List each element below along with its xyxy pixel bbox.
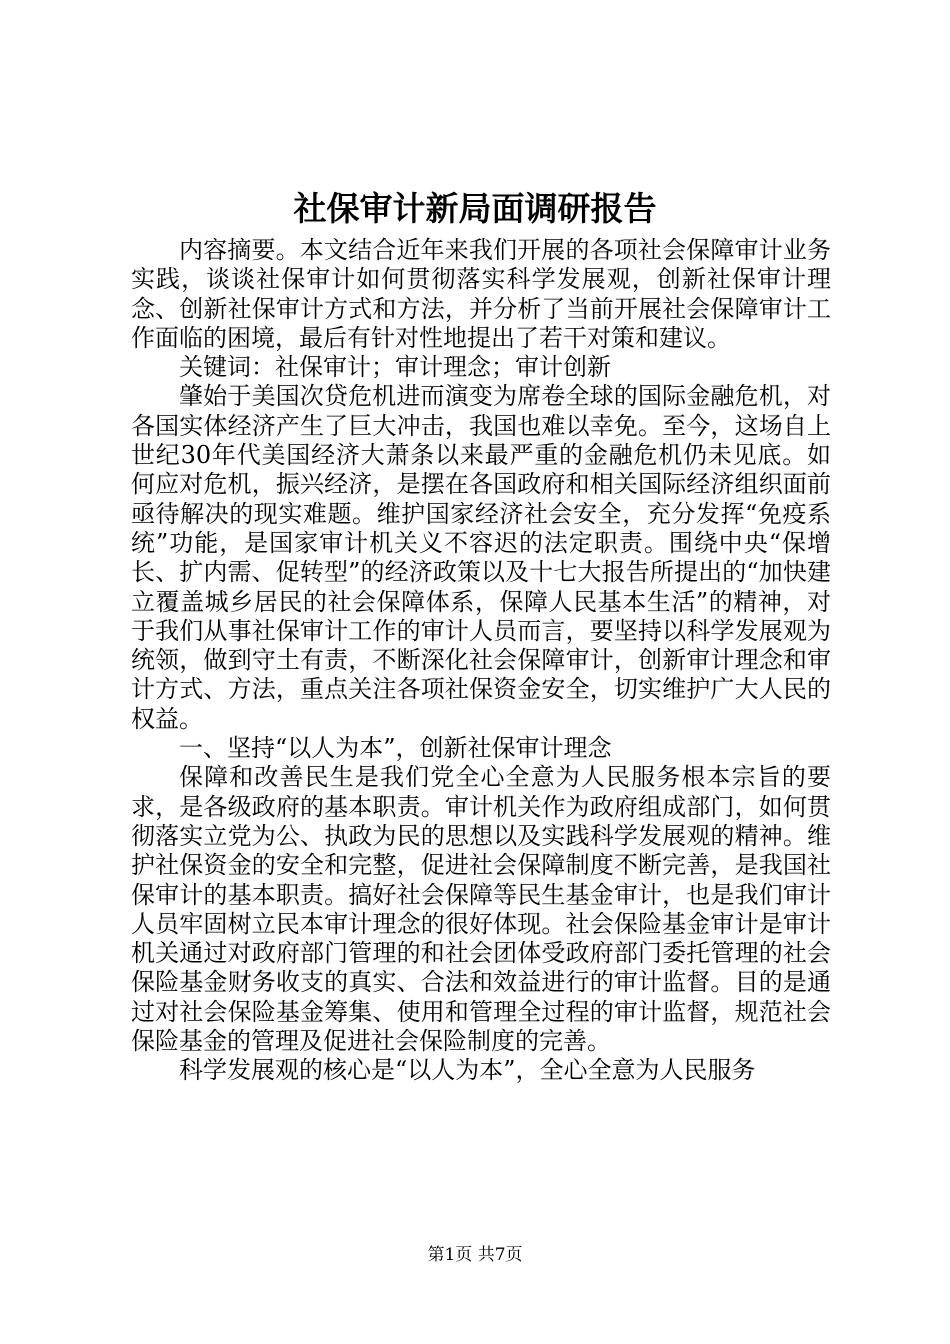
paragraph-continued: 科学发展观的核心是“以人为本”，全心全意为人民服务 [179,1056,756,1085]
document-body [131,236,831,1086]
paragraph-keywords: 关键词：社保审计；审计理念；审计创新 [179,353,611,382]
paragraph-intro: 肇始于美国次贷危机进而演变为席卷全球的国际金融危机，对各国实体经济产生了巨大冲击，我国也难以幸免。至今，这场自上世纪30年代美国经济大萧条以来最严重的金融危机仍未见底。如何应对危机，振兴经济，是摆在各国政府和相关国际经济组织面前亟待解决的现实难题。维护国家经济社会安全，充分发挥“免疫系统”功能，是国家审计机关义不容迟的法定职责。围绕中央“保增长、扩内需、促转型”的经济政策以及十七大报告所提出的“加快建立覆盖城乡居民的社会保障体系，保障人民基本生活”的精神，对于我们从事社保审计工作的审计人员而言，要坚持以科学发展观为统领，做到守土有责，不断深化社会保障审计，创新审计理念和审计方式、方法，重点关注各项社保资金安全，切实维护广大人民的权益。 [131,382,831,733]
paragraph-abstract: 内容摘要。本文结合近年来我们开展的各项社会保障审计业务实践，谈谈社保审计如何贯彻落实科学发展观，创新社保审计理念、创新社保审计方式和方法，并分析了当前开展社会保障审计工作面临的困境，最后有针对性地提出了若干对策和建议。 [131,236,831,352]
paragraph-section-1: 保障和改善民生是我们党全心全意为人民服务根本宗旨的要求，是各级政府的基本职责。审计机关作为政府组成部门，如何贯彻落实立党为公、执政为民的思想以及实践科学发展观的精神。维护社保资金的安全和完整，促进社会保障制度不断完善，是我国社保审计的基本职责。搞好社会保障等民生基金审计，也是我们审计人员牢固树立民本审计理念的很好体现。社会保险基金审计是审计机关通过对政府部门管理的和社会团体受政府部门委托管理的社会保险基金财务收支的真实、合法和效益进行的审计监督。目的是通过对社会保险基金筹集、使用和管理全过程的审计监督，规范社会保险基金的管理及促进社会保险制度的完善。 [131,763,831,1056]
document-title: 社保审计新局面调研报告 [293,189,657,228]
section-heading-1: 一、坚持“以人为本”，创新社保审计理念 [179,734,612,763]
page-footer: 第1页 共7页 [427,1245,523,1265]
